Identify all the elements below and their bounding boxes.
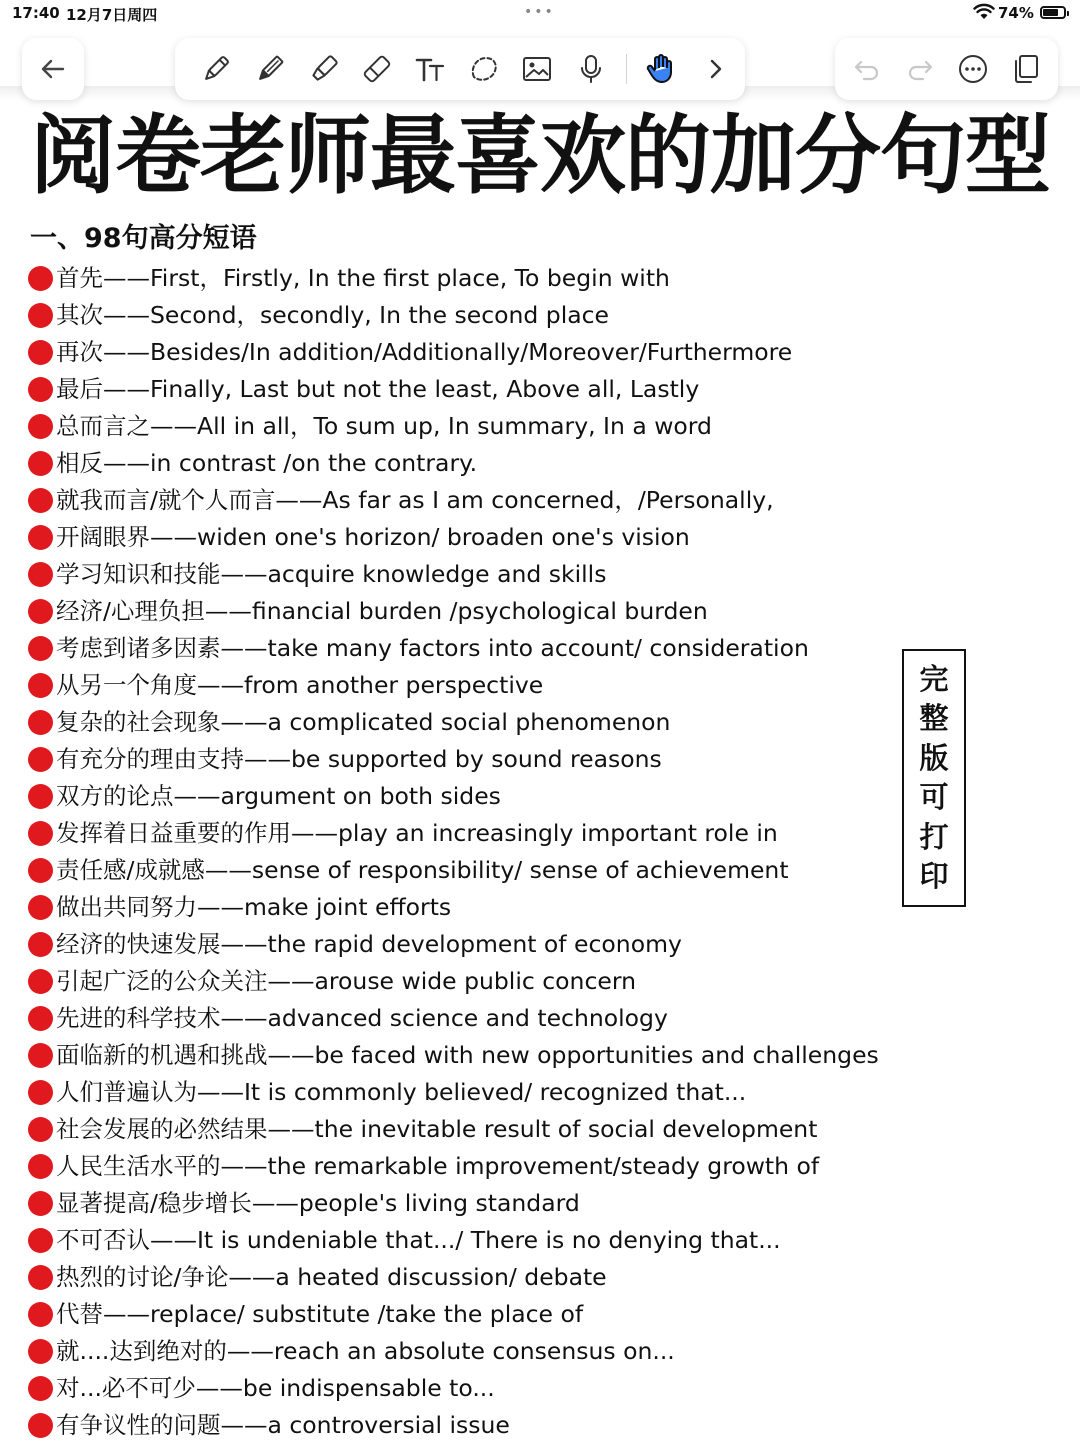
phrase-text: 发挥着日益重要的作用——play an increasingly important role in — [56, 819, 778, 847]
red-bullet-icon — [28, 1006, 53, 1031]
phrase-item — [28, 593, 888, 630]
red-bullet-icon — [28, 747, 53, 772]
phrase-text: 总而言之——All in all，To sum up, In summary, In a word — [56, 412, 712, 440]
red-bullet-icon — [28, 266, 53, 291]
phrase-text: 引起广泛的公众关注——arouse wide public concern — [56, 967, 636, 995]
phrase-text: 人们普遍认为——It is commonly believed/ recognized that... — [56, 1078, 747, 1106]
red-bullet-icon — [28, 932, 53, 957]
red-bullet-icon — [28, 673, 53, 698]
phrase-text: 代替——replace/ substitute /take the place of — [56, 1300, 584, 1328]
phrase-item — [28, 741, 888, 778]
phrase-item — [28, 482, 888, 519]
phrase-item — [28, 1259, 888, 1296]
phrase-item — [28, 852, 888, 889]
section-heading: 一、98句高分短语 — [30, 223, 257, 254]
phrase-text: 不可否认——It is undeniable that.../ There is no denying that... — [56, 1226, 781, 1254]
phrase-text: 先进的科学技术——advanced science and technology — [56, 1004, 668, 1032]
phrase-list — [28, 260, 888, 1444]
phrase-item — [28, 1000, 888, 1037]
phrase-text: 双方的论点——argument on both sides — [56, 782, 501, 810]
phrase-item — [28, 667, 888, 704]
phrase-text: 最后——Finally, Last but not the least, Above all, Lastly — [56, 375, 700, 403]
redo-icon[interactable] — [901, 50, 939, 88]
phrase-text: 考虑到诸多因素——take many factors into account/ consideration — [56, 634, 809, 662]
phrase-item — [28, 1037, 888, 1074]
phrase-item — [28, 556, 888, 593]
battery-percent: 74% — [998, 4, 1034, 22]
printable-stamp — [902, 649, 966, 907]
phrase-item — [28, 260, 888, 297]
phrase-item — [28, 1148, 888, 1185]
phrase-text: 做出共同努力——make joint efforts — [56, 893, 452, 921]
red-bullet-icon — [28, 969, 53, 994]
marker-icon[interactable] — [305, 50, 343, 88]
stamp-char: 打 — [919, 819, 949, 854]
phrase-item — [28, 704, 888, 741]
phrase-text: 社会发展的必然结果——the inevitable result of social development — [56, 1115, 818, 1143]
phrase-text: 就....达到绝对的——reach an absolute consensus on... — [56, 1337, 675, 1365]
chevron-right-icon[interactable] — [697, 50, 735, 88]
red-bullet-icon — [28, 784, 53, 809]
phrase-item — [28, 445, 888, 482]
phrase-text: 对...必不可少——be indispensable to... — [56, 1374, 495, 1402]
phrase-text: 其次——Second，secondly, In the second place — [56, 301, 610, 329]
drawing-toolbar — [175, 38, 745, 100]
red-bullet-icon — [28, 710, 53, 735]
red-bullet-icon — [28, 340, 53, 365]
phrase-item — [28, 963, 888, 1000]
red-bullet-icon — [28, 488, 53, 513]
red-bullet-icon — [28, 599, 53, 624]
phrase-item — [28, 297, 888, 334]
red-bullet-icon — [28, 1080, 53, 1105]
phrase-item — [28, 815, 888, 852]
multitasking-dots[interactable]: ••• — [524, 4, 555, 20]
phrase-text: 显著提高/稳步增长——people's living standard — [56, 1189, 580, 1217]
red-bullet-icon — [28, 636, 53, 661]
phrase-text: 开阔眼界——widen one's horizon/ broaden one's vision — [56, 523, 690, 551]
phrase-text: 责任感/成就感——sense of responsibility/ sense of achievement — [56, 856, 789, 884]
phrase-text: 有争议性的问题——a controversial issue — [56, 1411, 510, 1439]
pages-icon[interactable] — [1007, 50, 1045, 88]
red-bullet-icon — [28, 1154, 53, 1179]
stamp-char: 印 — [919, 859, 949, 893]
phrase-text: 首先——First，Firstly, In the first place, To begin with — [56, 264, 670, 292]
phrase-text: 人民生活水平的——the remarkable improvement/steady growth of — [56, 1152, 820, 1180]
phrase-text: 复杂的社会现象——a complicated social phenomenon — [56, 708, 671, 736]
phrase-text: 就我而言/就个人而言——As far as I am concerned，/Personally, — [56, 486, 774, 514]
phrase-text: 从另一个角度——from another perspective — [56, 671, 544, 699]
back-button[interactable] — [22, 38, 84, 100]
status-bar — [0, 0, 1080, 28]
lasso-icon[interactable] — [465, 50, 503, 88]
red-bullet-icon — [28, 1265, 53, 1290]
arrow-left-icon[interactable] — [34, 50, 72, 88]
status-time: 17:40 — [12, 4, 60, 22]
phrase-item — [28, 1407, 888, 1444]
red-bullet-icon — [28, 377, 53, 402]
battery-level-fill — [1043, 9, 1058, 16]
red-bullet-icon — [28, 303, 53, 328]
phrase-item — [28, 1333, 888, 1370]
phrase-item — [28, 926, 888, 963]
pen-icon[interactable] — [197, 50, 235, 88]
phrase-text: 相反——in contrast /on the contrary. — [56, 449, 478, 477]
text-tool-icon[interactable] — [411, 50, 449, 88]
red-bullet-icon — [28, 525, 53, 550]
eraser-icon[interactable] — [358, 50, 396, 88]
undo-icon[interactable] — [848, 50, 886, 88]
more-icon[interactable] — [954, 50, 992, 88]
red-bullet-icon — [28, 1228, 53, 1253]
phrase-text: 学习知识和技能——acquire knowledge and skills — [56, 560, 607, 588]
red-bullet-icon — [28, 1302, 53, 1327]
red-bullet-icon — [28, 562, 53, 587]
phrase-text: 经济的快速发展——the rapid development of economy — [56, 930, 682, 958]
stamp-char: 可 — [919, 780, 949, 814]
wifi-icon — [973, 2, 995, 22]
pencil-icon[interactable] — [251, 50, 289, 88]
battery-tip — [1067, 11, 1069, 16]
phrase-item — [28, 519, 888, 556]
red-bullet-icon — [28, 1043, 53, 1068]
phrase-text: 面临新的机遇和挑战——be faced with new opportunities and challenges — [56, 1041, 879, 1069]
phrase-item — [28, 1185, 888, 1222]
red-bullet-icon — [28, 1191, 53, 1216]
red-bullet-icon — [28, 1117, 53, 1142]
actions-toolbar — [835, 38, 1058, 100]
phrase-item — [28, 1111, 888, 1148]
phrase-text: 经济/心理负担——financial burden /psychological burden — [56, 597, 708, 625]
phrase-item — [28, 778, 888, 815]
red-bullet-icon — [28, 1376, 53, 1401]
status-date: 12月7日周四 — [66, 6, 158, 24]
phrase-item — [28, 1074, 888, 1111]
page-title: 阅卷老师最喜欢的加分句型 — [30, 106, 1050, 206]
stamp-char: 完 — [919, 661, 949, 696]
phrase-item — [28, 1222, 888, 1259]
phrase-item — [28, 408, 888, 445]
phrase-item — [28, 889, 888, 926]
red-bullet-icon — [28, 414, 53, 439]
toolbar-separator — [626, 54, 627, 84]
microphone-icon[interactable] — [572, 50, 610, 88]
red-bullet-icon — [28, 858, 53, 883]
phrase-text: 有充分的理由支持——be supported by sound reasons — [56, 745, 662, 773]
hand-pointer-icon[interactable] — [641, 50, 679, 88]
phrase-item — [28, 630, 888, 667]
phrase-item — [28, 1370, 888, 1407]
image-icon[interactable] — [518, 50, 556, 88]
stamp-char: 版 — [919, 740, 949, 775]
red-bullet-icon — [28, 895, 53, 920]
red-bullet-icon — [28, 451, 53, 476]
phrase-item — [28, 334, 888, 371]
phrase-text: 热烈的讨论/争论——a heated discussion/ debate — [56, 1263, 607, 1291]
phrase-item — [28, 1296, 888, 1333]
stamp-char: 整 — [919, 701, 949, 735]
phrase-text: 再次——Besides/In addition/Additionally/Moreover/Furthermore — [56, 338, 793, 366]
red-bullet-icon — [28, 1413, 53, 1438]
red-bullet-icon — [28, 1339, 53, 1364]
red-bullet-icon — [28, 821, 53, 846]
phrase-item — [28, 371, 888, 408]
battery-icon — [1040, 6, 1066, 19]
